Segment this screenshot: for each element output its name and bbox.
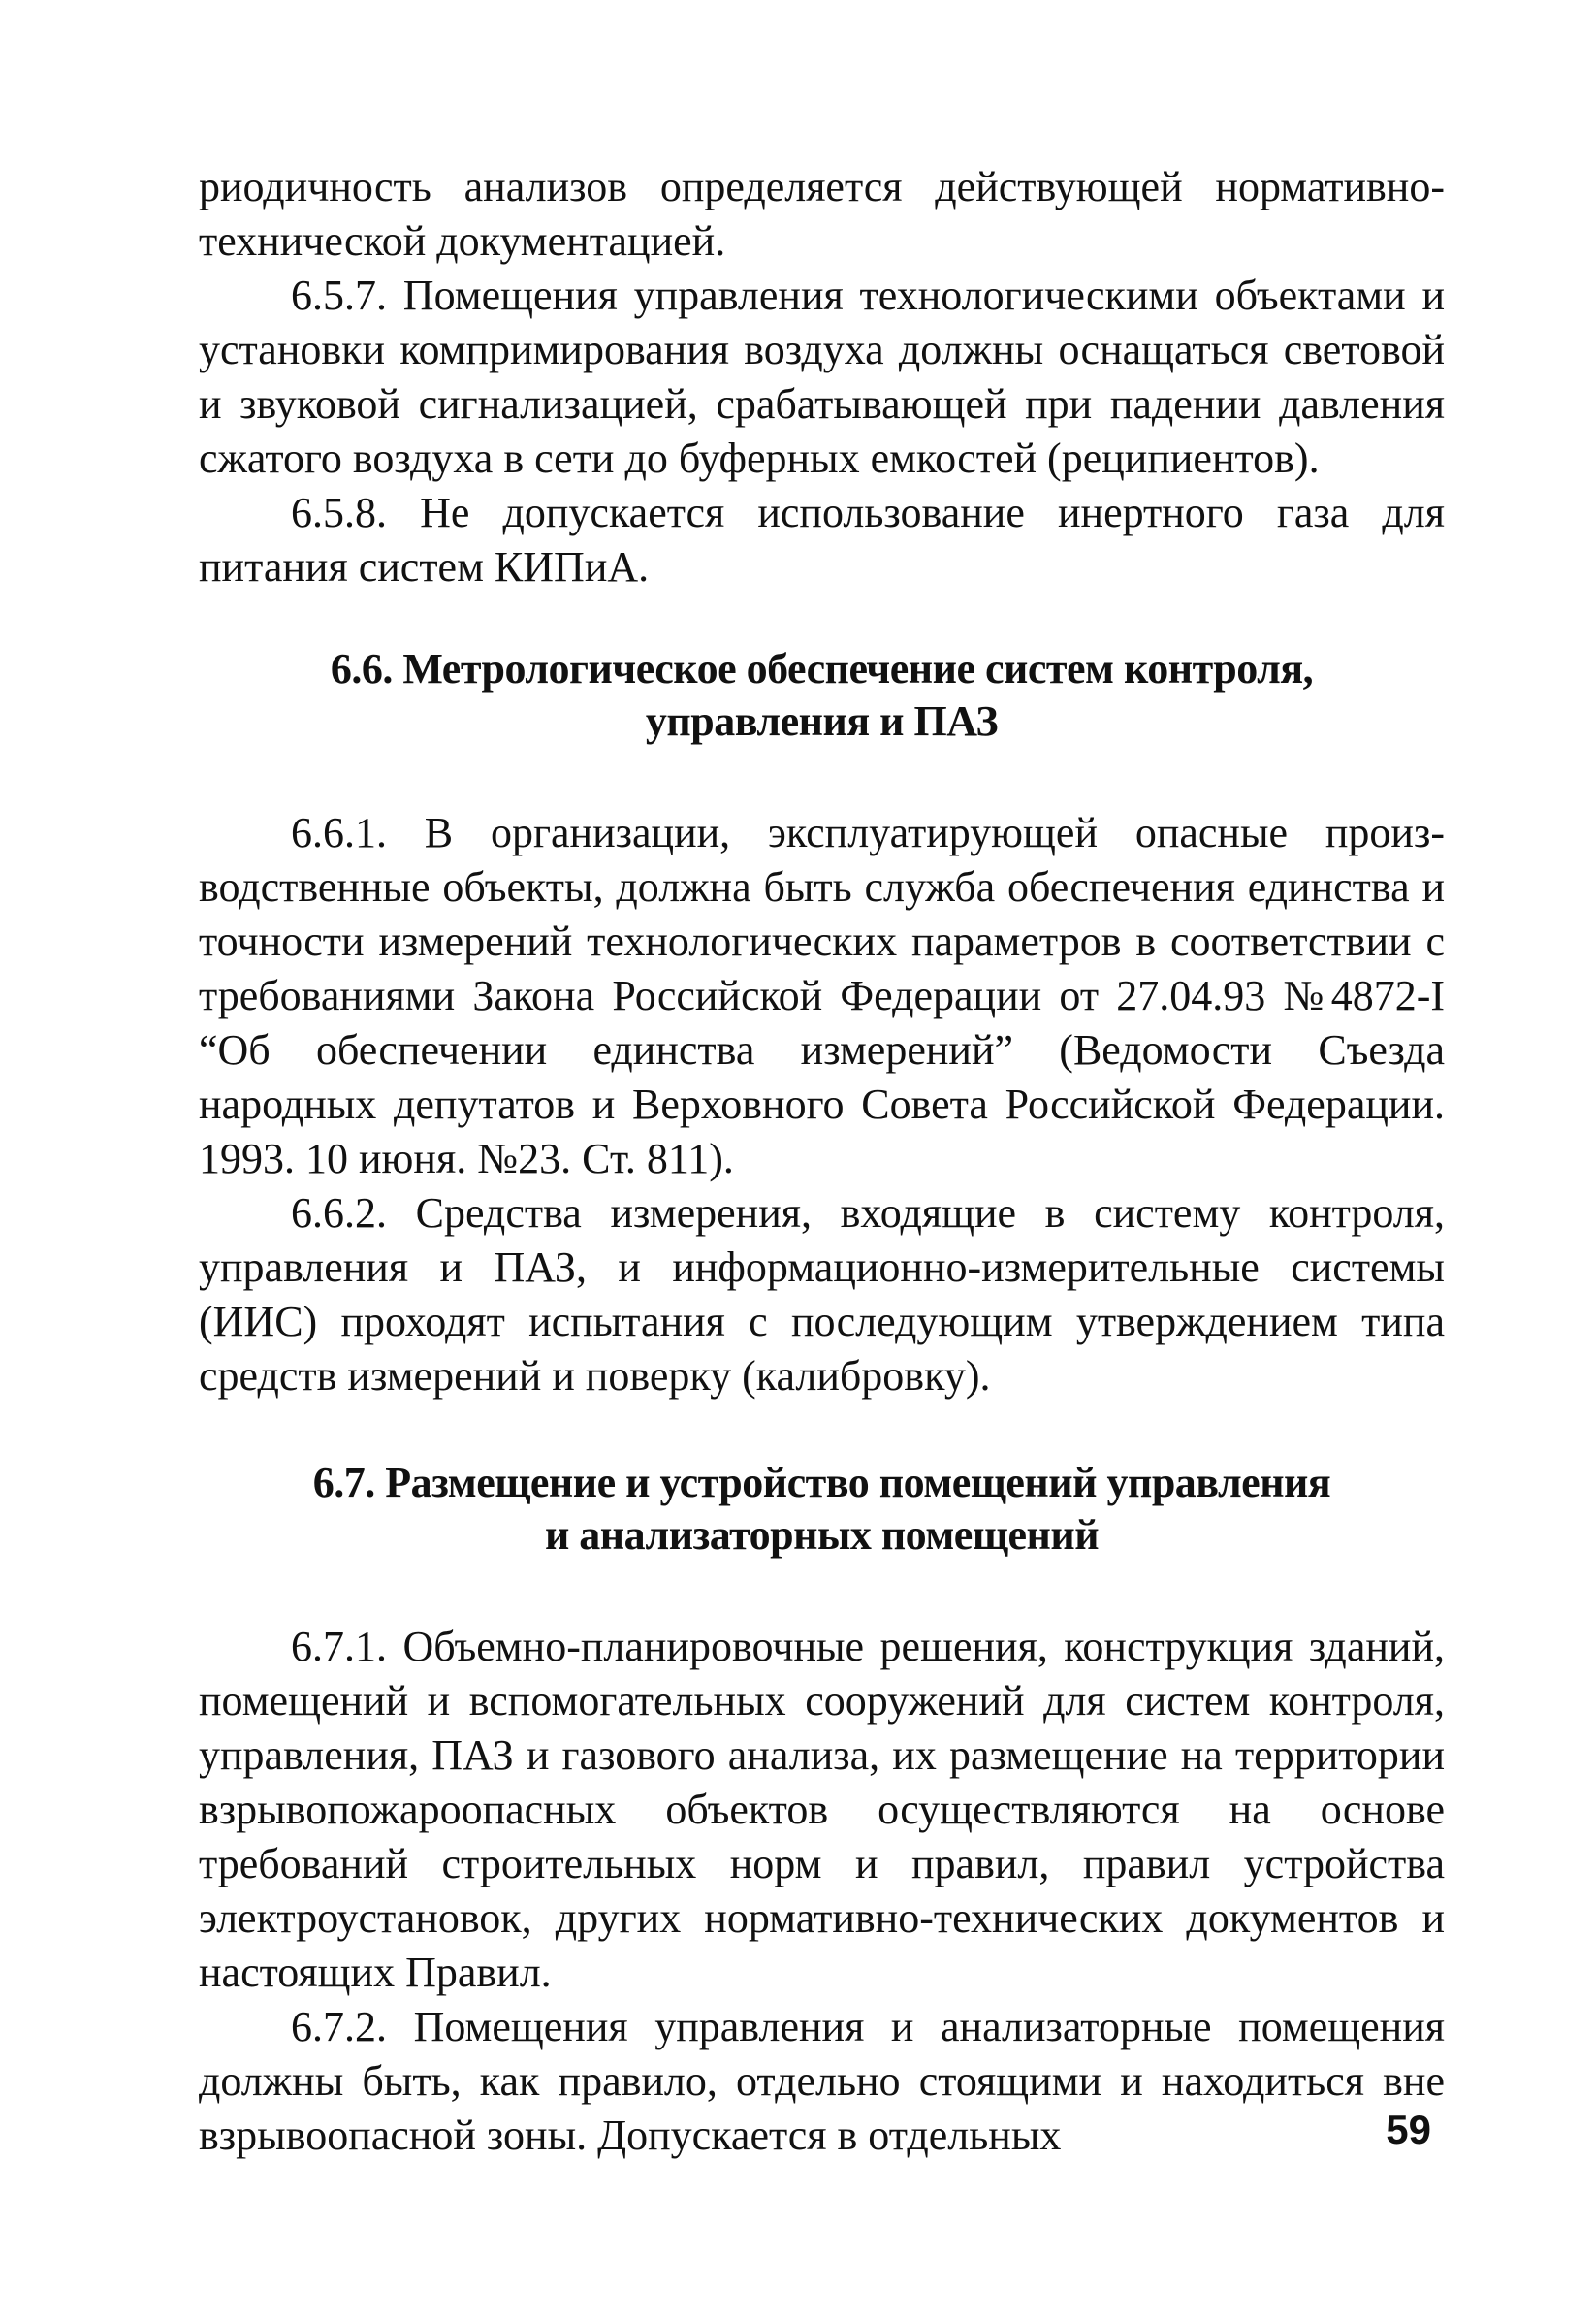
section-heading-6-7-line1: 6.7. Размещение и устройство помещений управления [312, 1459, 1331, 1506]
paragraph-6-7-2: 6.7.2. Помещения управления и анализаторные помещения должны быть, как правило, отдельно стоящими и находиться вне взрывоопасной зоны. Допускается в отдельных [199, 2003, 1445, 2159]
paragraph-6-6-2: 6.6.2. Средства измерения, входящие в систему контроля, управления и ПАЗ, и информационно-измерительные системы (ИИС) проходят испытания с последующим утверждением типа средств измерений и поверку (калибровку). [199, 1189, 1445, 1400]
page-number: 59 [1386, 2107, 1431, 2152]
section-heading-6-7 [199, 1457, 1445, 1562]
document-page [199, 160, 1445, 2163]
paragraph-continued: риодичность анализов определяется действующей нормативно-технической документацией. [199, 163, 1445, 265]
paragraph-6-6-1: 6.6.1. В организации, эксплуатирующей опасные производственные объекты, должна быть служба обеспечения единства и точности измерений технологических параметров в соответствии с требованиями Закона Российской Федерации от 27.04.93 №4872-I “Об обеспечении единства измерений” (Ведомости Съезда народных депутатов и Верховного Совета Российской Федерации. 1993. 10 июня. №23. Ст. 811). [199, 809, 1445, 1182]
section-heading-6-6-line2: управления и ПАЗ [645, 697, 999, 745]
section-heading-6-6-line1: 6.6. Метрологическое обеспечение систем контроля, [330, 645, 1314, 693]
paragraph-6-5-8: 6.5.8. Не допускается использование инертного газа для питания систем КИПиА. [199, 489, 1445, 591]
section-heading-6-7-line2: и анализаторных помещений [544, 1511, 1100, 1559]
section-heading-6-6 [199, 643, 1445, 748]
paragraph-6-5-7: 6.5.7. Помещения управления технологическими объектами и установки компримирования воздуха должны оснащаться световой и звуковой сигнализацией, срабатывающей при падении давления сжатого воздуха в сети до буферных емкостей (реципиентов). [199, 272, 1445, 482]
paragraph-6-7-1: 6.7.1. Объемно-планировочные решения, конструкция зданий, помещений и вспомогательных сооружений для систем контроля, управления, ПАЗ и газового анализа, их размещение на территории взрывопожароопасных объектов осуществляются на основе требований строительных норм и правил, правил устройства электроустановок, других нормативно-технических документов и настоящих Правил. [199, 1623, 1445, 1996]
